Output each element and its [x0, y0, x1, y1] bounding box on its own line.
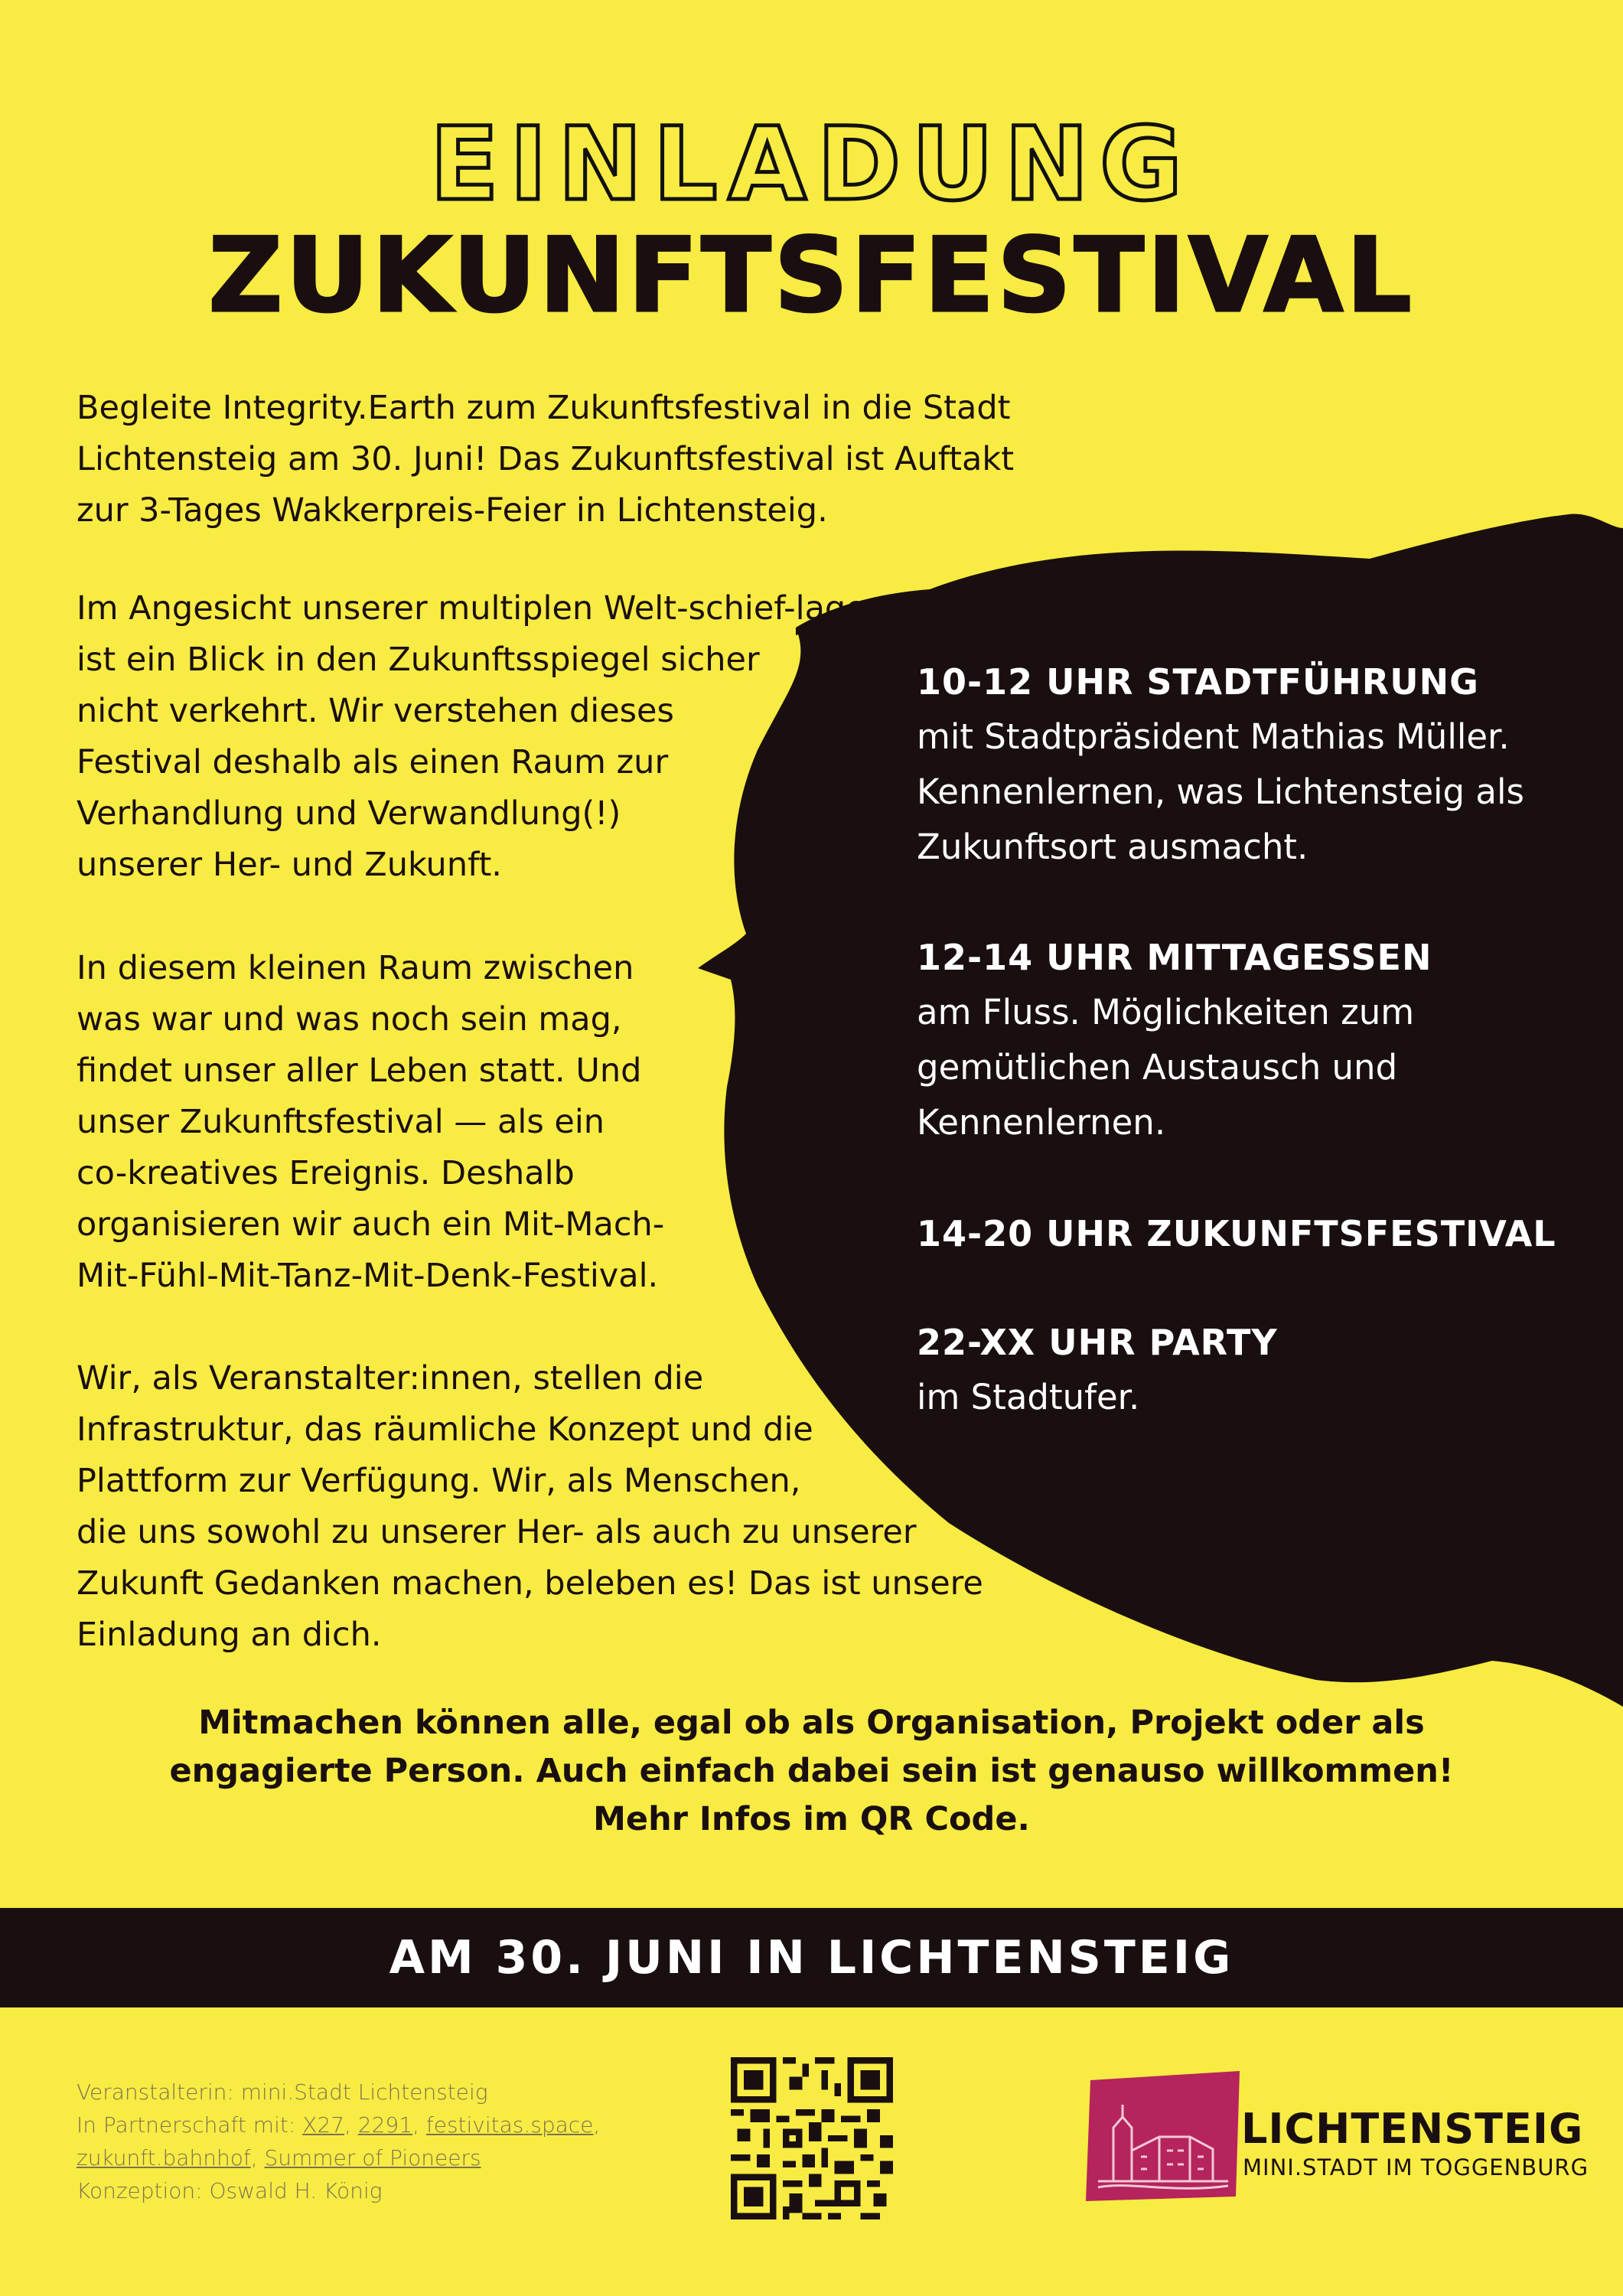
intro-line: unserer Her- und Zukunft. — [77, 846, 502, 884]
cta-line: Mitmachen können alle, egal ob als Organisation, Projekt oder als — [198, 1704, 1425, 1742]
intro-line: zur 3-Tages Wakkerpreis-Feier in Lichtensteig. — [77, 491, 828, 530]
partner-link-summer-of-pioneers[interactable]: Summer of Pioneers — [264, 2145, 481, 2170]
intro-line: ist ein Blick in den Zukunftsspiegel sicher — [77, 641, 760, 679]
intro-paragraph-4 — [77, 1353, 983, 1661]
schedule-line: Zukunftsort ausmacht. — [917, 827, 1309, 867]
intro-line: co-kreatives Ereignis. Deshalb — [77, 1154, 575, 1192]
intro-line: organisieren wir auch ein Mit-Mach- — [77, 1205, 665, 1244]
credits — [77, 2076, 600, 2207]
date-banner — [0, 1908, 1623, 2007]
schedule-item-stadtfuehrung — [917, 654, 1524, 875]
schedule-heading: 12-14 UHR MITTAGESSEN — [917, 937, 1432, 978]
partners-prefix: In Partnerschaft mit: — [77, 2112, 296, 2138]
qr-code[interactable] — [731, 2057, 893, 2219]
credits-concept: Konzeption: Oswald H. König — [77, 2178, 383, 2203]
intro-line: Infrastruktur, das räumliche Konzept und die — [77, 1411, 813, 1449]
intro-line: die uns sowohl zu unserer Her- als auch zu unserer — [77, 1513, 917, 1551]
cta-line: engagierte Person. Auch einfach dabei sein ist genauso willkommen! — [169, 1752, 1454, 1790]
intro-line: was war und was noch sein mag, — [77, 1000, 622, 1039]
schedule-heading: 10-12 UHR STADTFÜHRUNG — [917, 661, 1479, 703]
intro-line: Plattform zur Verfügung. Wir, als Menschen, — [77, 1462, 801, 1500]
intro-line: Lichtensteig am 30. Juni! Das Zukunftsfestival ist Auftakt — [77, 440, 1015, 478]
credits-partners-2: zukunft.bahnhof, Summer of Pioneers — [77, 2145, 481, 2170]
intro-line: Verhandlung und Verwandlung(!) — [77, 794, 621, 833]
schedule-heading: 22-XX UHR PARTY — [917, 1322, 1278, 1363]
intro-paragraph-1 — [77, 383, 1014, 536]
lichtensteig-logo — [1083, 2066, 1243, 2203]
intro-line: Wir, als Veranstalter:innen, stellen die — [77, 1359, 704, 1397]
intro-line: unser Zukunftsfestival — als ein — [77, 1103, 605, 1141]
intro-line: In diesem kleinen Raum zwischen — [77, 949, 634, 987]
schedule-line: am Fluss. Möglichkeiten zum — [917, 992, 1415, 1032]
date-banner-text: AM 30. JUNI IN LICHTENSTEIG — [389, 1931, 1234, 1985]
intro-line: Einladung an dich. — [77, 1616, 382, 1654]
schedule-line: gemütlichen Austausch und — [917, 1047, 1398, 1088]
partner-link-x27[interactable]: X27 — [302, 2112, 344, 2138]
intro-line: findet unser aller Leben statt. Und — [77, 1052, 642, 1090]
title-einladung: EINLADUNG — [429, 106, 1194, 223]
partner-link-2291[interactable]: 2291 — [357, 2112, 413, 2138]
intro-line: Festival deshalb als einen Raum zur — [77, 743, 669, 781]
logo-subtitle: MINI.STADT IM TOGGENBURG — [1243, 2154, 1589, 2180]
schedule-line: Kennenlernen, was Lichtensteig als — [917, 771, 1524, 812]
partner-link-zukunft-bahnhof[interactable]: zukunft.bahnhof — [77, 2145, 251, 2170]
title-zukunftsfestival: ZUKUNFTSFESTIVAL — [208, 216, 1415, 335]
schedule-line: im Stadtufer. — [917, 1377, 1140, 1417]
schedule-heading: 14-20 UHR ZUKUNFTSFESTIVAL — [917, 1213, 1556, 1254]
intro-paragraph-3 — [77, 943, 664, 1302]
intro-line: Mit-Fühl-Mit-Tanz-Mit-Denk-Festival. — [77, 1257, 659, 1295]
intro-line: Begleite Integrity.Earth zum Zukunftsfestival in die Stadt — [77, 389, 1011, 427]
schedule-item-party — [917, 1315, 1278, 1425]
intro-line: Im Angesicht unserer multiplen Welt-schief-lage — [77, 589, 866, 628]
intro-paragraph-2 — [77, 583, 866, 891]
cta-line: Mehr Infos im QR Code. — [593, 1800, 1030, 1838]
schedule-line: mit Stadtpräsident Mathias Müller. — [917, 716, 1510, 757]
schedule-item-mittagessen — [917, 930, 1432, 1150]
intro-line: nicht verkehrt. Wir verstehen dieses — [77, 692, 674, 730]
credits-organizer: Veranstalterin: mini.Stadt Lichtensteig — [77, 2079, 488, 2105]
intro-line: Zukunft Gedanken machen, beleben es! Das ist unsere — [77, 1564, 983, 1603]
schedule-line: Kennenlernen. — [917, 1102, 1166, 1143]
credits-partners: In Partnerschaft mit: X27, 2291, festivitas.space, — [77, 2112, 601, 2138]
call-to-action — [0, 1699, 1623, 1844]
schedule-item-zukunftsfestival — [917, 1206, 1556, 1261]
partner-link-festivitas[interactable]: festivitas.space — [425, 2112, 594, 2138]
logo-name: LICHTENSTEIG — [1241, 2105, 1584, 2153]
